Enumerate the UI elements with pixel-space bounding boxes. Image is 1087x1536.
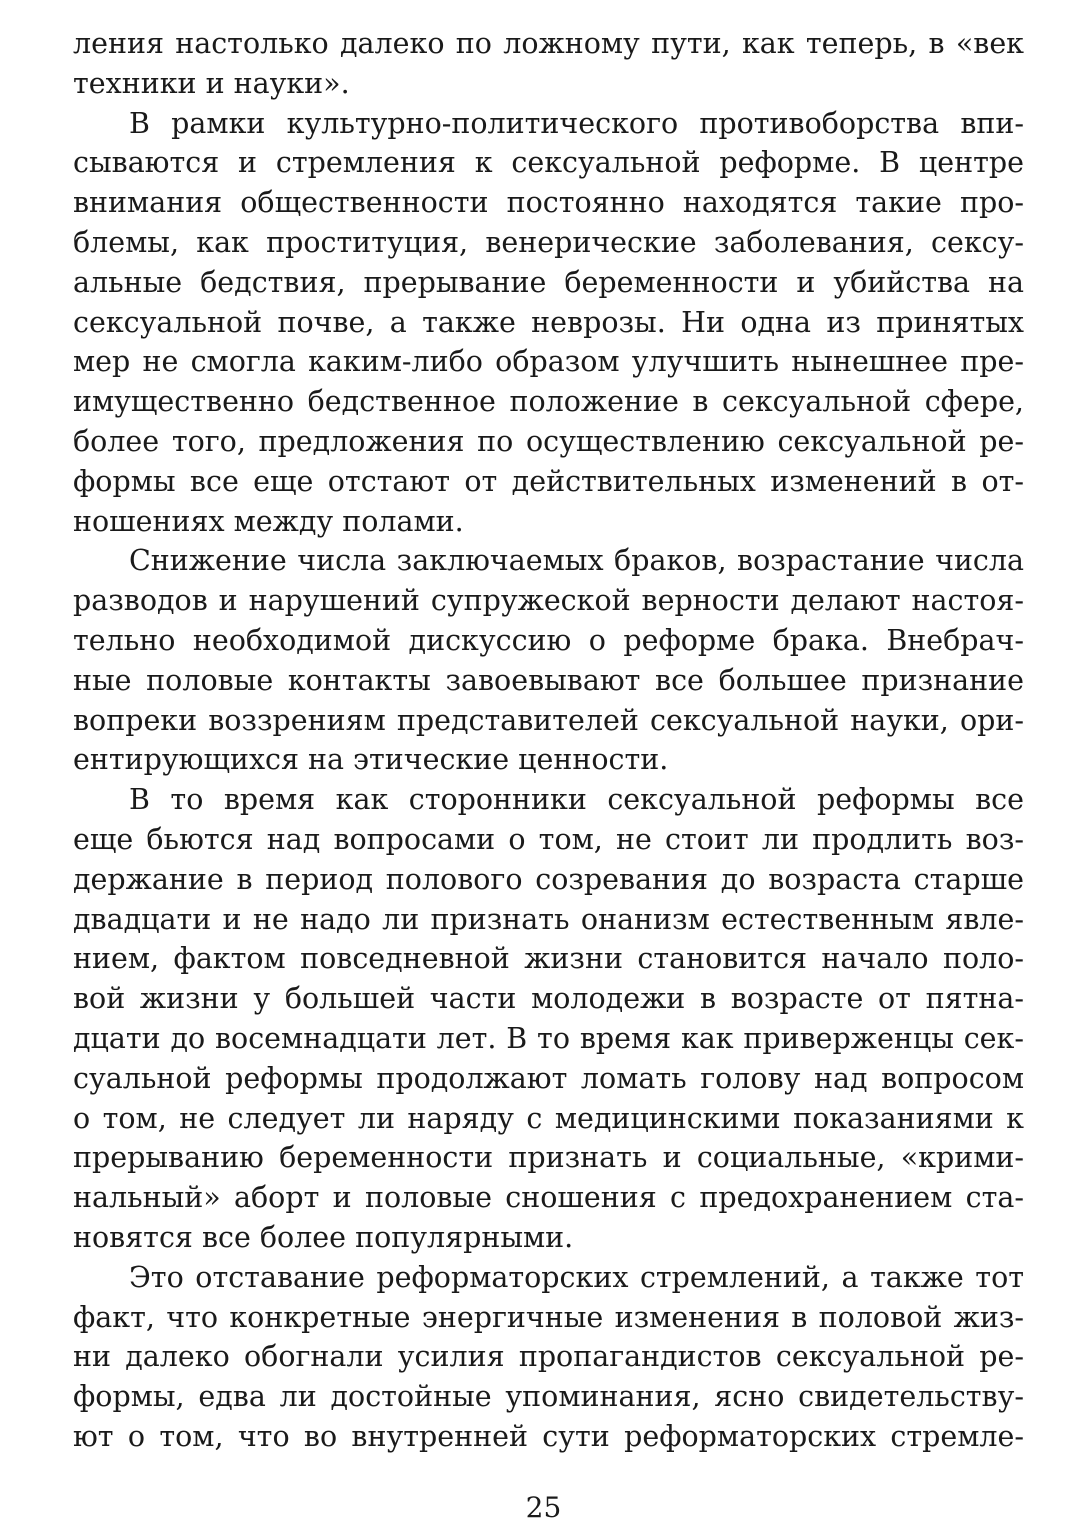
text-line: сываются и стремления к сексуальной реформе. В центре — [73, 146, 1024, 180]
text-line: дцати до восемнадцати лет. В то время как приверженцы сек- — [73, 1021, 1024, 1055]
text-line: мер не смогла каким-либо образом улучшить нынешнее пре- — [73, 345, 1024, 379]
text-line: ношениях между полами. — [73, 504, 464, 538]
text-line: ления настолько далеко по ложному пути, как теперь, в «век — [73, 27, 1024, 60]
text-line: разводов и нарушений супружеской верности делают настоя- — [73, 584, 1024, 618]
text-line: блемы, как проституция, венерические заболевания, сексу- — [73, 225, 1024, 259]
text-line: прерыванию беременности признать и социальные, «крими- — [73, 1141, 1024, 1175]
paragraph — [73, 104, 1024, 542]
text-line: Снижение числа заключаемых браков, возрастание числа — [129, 544, 1024, 578]
text-line: вой жизни у большей части молодежи в возрасте от пятна- — [73, 982, 1024, 1016]
text-line: нальный» аборт и половые сношения с предохранением ста- — [73, 1181, 1024, 1215]
text-line: В то время как сторонники сексуальной реформы все — [129, 783, 1024, 817]
page-number: 25 — [525, 1491, 562, 1524]
text-line: двадцати и не надо ли признать онанизм естественным явле- — [73, 902, 1024, 936]
text-line: ные половые контакты завоевывают все большее признание — [73, 663, 1024, 697]
text-line: В рамки культурно-политического противоборства впи- — [129, 106, 1024, 140]
text-line: еще бьются над вопросами о том, не стоит ли продлить воз- — [73, 822, 1024, 856]
text-line: факт, что конкретные энергичные изменения в половой жиз- — [73, 1300, 1024, 1334]
text-line: Это отставание реформаторских стремлений, а также тот — [129, 1260, 1024, 1294]
text-line: формы, едва ли достойные упоминания, ясно свидетельству- — [73, 1380, 1024, 1414]
text-line: имущественно бедственное положение в сексуальной сфере, — [73, 385, 1024, 419]
page-body — [73, 24, 1024, 1457]
text-line: техники и науки». — [73, 66, 350, 100]
text-line: новятся все более популярными. — [73, 1220, 574, 1254]
text-line: нием, фактом повседневной жизни становится начало поло- — [73, 942, 1024, 976]
paragraph — [73, 24, 1024, 104]
text-line: тельно необходимой дискуссию о реформе брака. Внебрач- — [73, 623, 1024, 657]
paragraph — [73, 1258, 1024, 1457]
text-line: вопреки воззрениям представителей сексуальной науки, ори- — [73, 703, 1024, 737]
text-line: держание в период полового созревания до возраста старше — [73, 862, 1024, 896]
text-line: альные бедствия, прерывание беременности и убийства на — [73, 265, 1024, 299]
text-line: сексуальной почве, а также неврозы. Ни одна из принятых — [73, 305, 1024, 339]
text-line: формы все еще отстают от действительных изменений в от- — [73, 464, 1024, 498]
paragraph — [73, 780, 1024, 1258]
text-line: ют о том, что во внутренней сути реформаторских стремле- — [73, 1419, 1024, 1453]
text-line: ни далеко обогнали усилия пропагандистов сексуальной ре- — [73, 1340, 1024, 1374]
text-line: о том, не следует ли наряду с медицинскими показаниями к — [73, 1101, 1024, 1135]
paragraph — [73, 541, 1024, 780]
text-line: ентирующихся на этические ценности. — [73, 743, 669, 777]
text-line: более того, предложения по осуществлению сексуальной ре- — [73, 424, 1024, 458]
text-line: внимания общественности постоянно находятся такие про- — [73, 186, 1024, 220]
text-line: суальной реформы продолжают ломать голову над вопросом — [73, 1061, 1024, 1095]
